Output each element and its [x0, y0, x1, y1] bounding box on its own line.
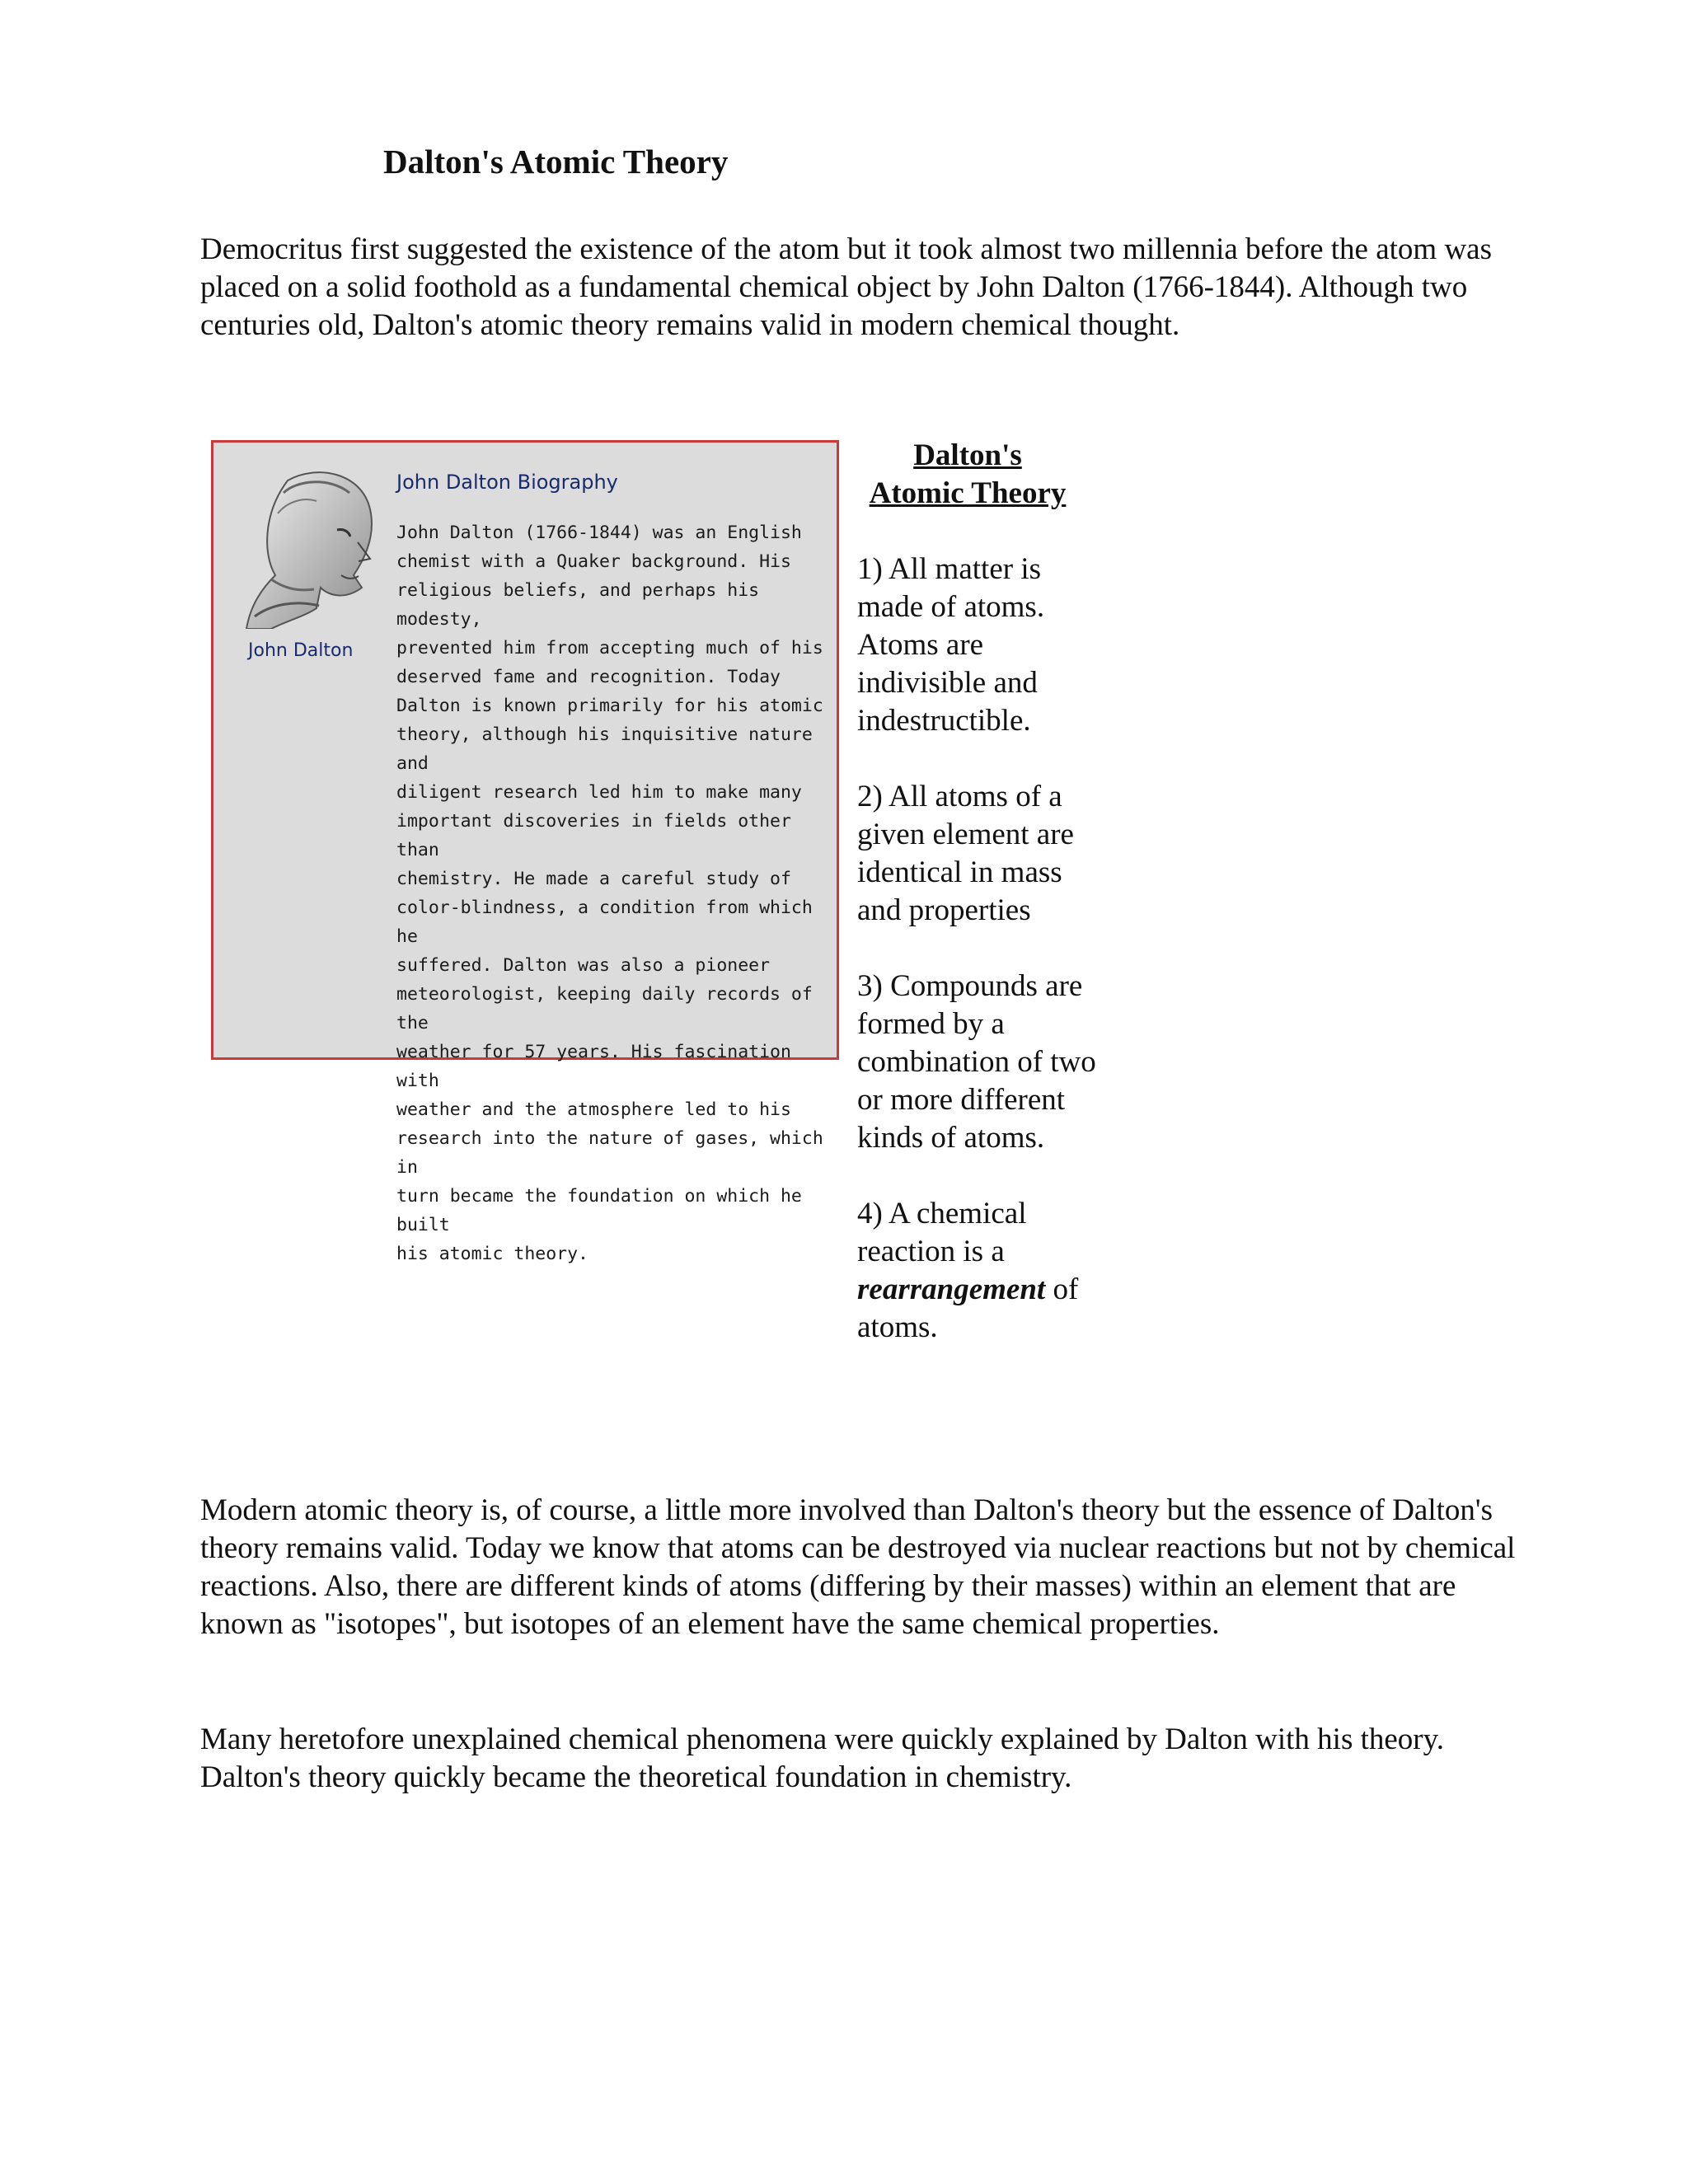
intro-paragraph: Democritus first suggested the existence of the atom but it took almost two millennia before the atom was placed on a solid foothold as a fundamental chemical object by John Dalton (1766-1844). Although two centuries old, Dalton's atomic theory remains valid in modern chemical thought. — [200, 232, 1492, 342]
portrait-icon — [238, 464, 395, 629]
postulate-4-emphasis: rearrangement — [857, 1272, 1046, 1306]
postulate-1: 1) All matter is made of atoms. Atoms are indivisible and indestructible. — [857, 552, 1045, 738]
postulate-2: 2) All atoms of a given element are identical in mass and properties — [857, 780, 1074, 927]
theory-sidebar — [857, 437, 1104, 1347]
sidebar-title — [857, 437, 1078, 513]
page-title: Dalton's Atomic Theory — [383, 143, 729, 180]
modern-theory-paragraph: Modern atomic theory is, of course, a little more involved than Dalton's theory but the essence of Dalton's theory remains valid. Today we know that atoms can be destroyed via nuclear reactions but not by chemical reactions. Also, there are different kinds of atoms (differing by their masses) within an element that are known as "isotopes", but isotopes of an element have the same chemical properties. — [200, 1493, 1516, 1641]
biography-text: John Dalton (1766-1844) was an English chemist with a Quaker background. His religious beliefs, and perhaps his modesty, prevented him from accepting much of his deserved fame and recognition. Today Dalton is known primarily for his atomic theory, although his inquisitive nature and diligent research led him to make many important discoveries in fields other than chemistry. He made a careful study of color-blindness, a condition from which he suffered. Dalton was also a pioneer meteorologist, keeping daily records of the weather for 57 years. His fascination with weather and the atmosphere led to his research into the nature of gases, which in turn became the foundation on which he built his atomic theory. — [396, 523, 823, 1264]
postulate-3: 3) Compounds are formed by a combination of two or more different kinds of atoms. — [857, 969, 1096, 1155]
postulate-4-prefix: 4) A chemical reaction is a — [857, 1197, 1027, 1268]
closing-paragraph: Many heretofore unexplained chemical phenomena were quickly explained by Dalton with his theory. Dalton's theory quickly became the theoretical foundation in chemistry. — [200, 1722, 1444, 1794]
postulate-4-suffix: of atoms. — [857, 1272, 1079, 1344]
sidebar-title-line2: Atomic Theory — [869, 476, 1067, 510]
biography-card — [211, 440, 839, 1264]
biography-heading: John Dalton Biography — [396, 471, 618, 494]
postulate-4 — [857, 1195, 1104, 1347]
sidebar-title-line1: Dalton's — [913, 438, 1022, 472]
portrait-caption: John Dalton — [248, 640, 354, 661]
